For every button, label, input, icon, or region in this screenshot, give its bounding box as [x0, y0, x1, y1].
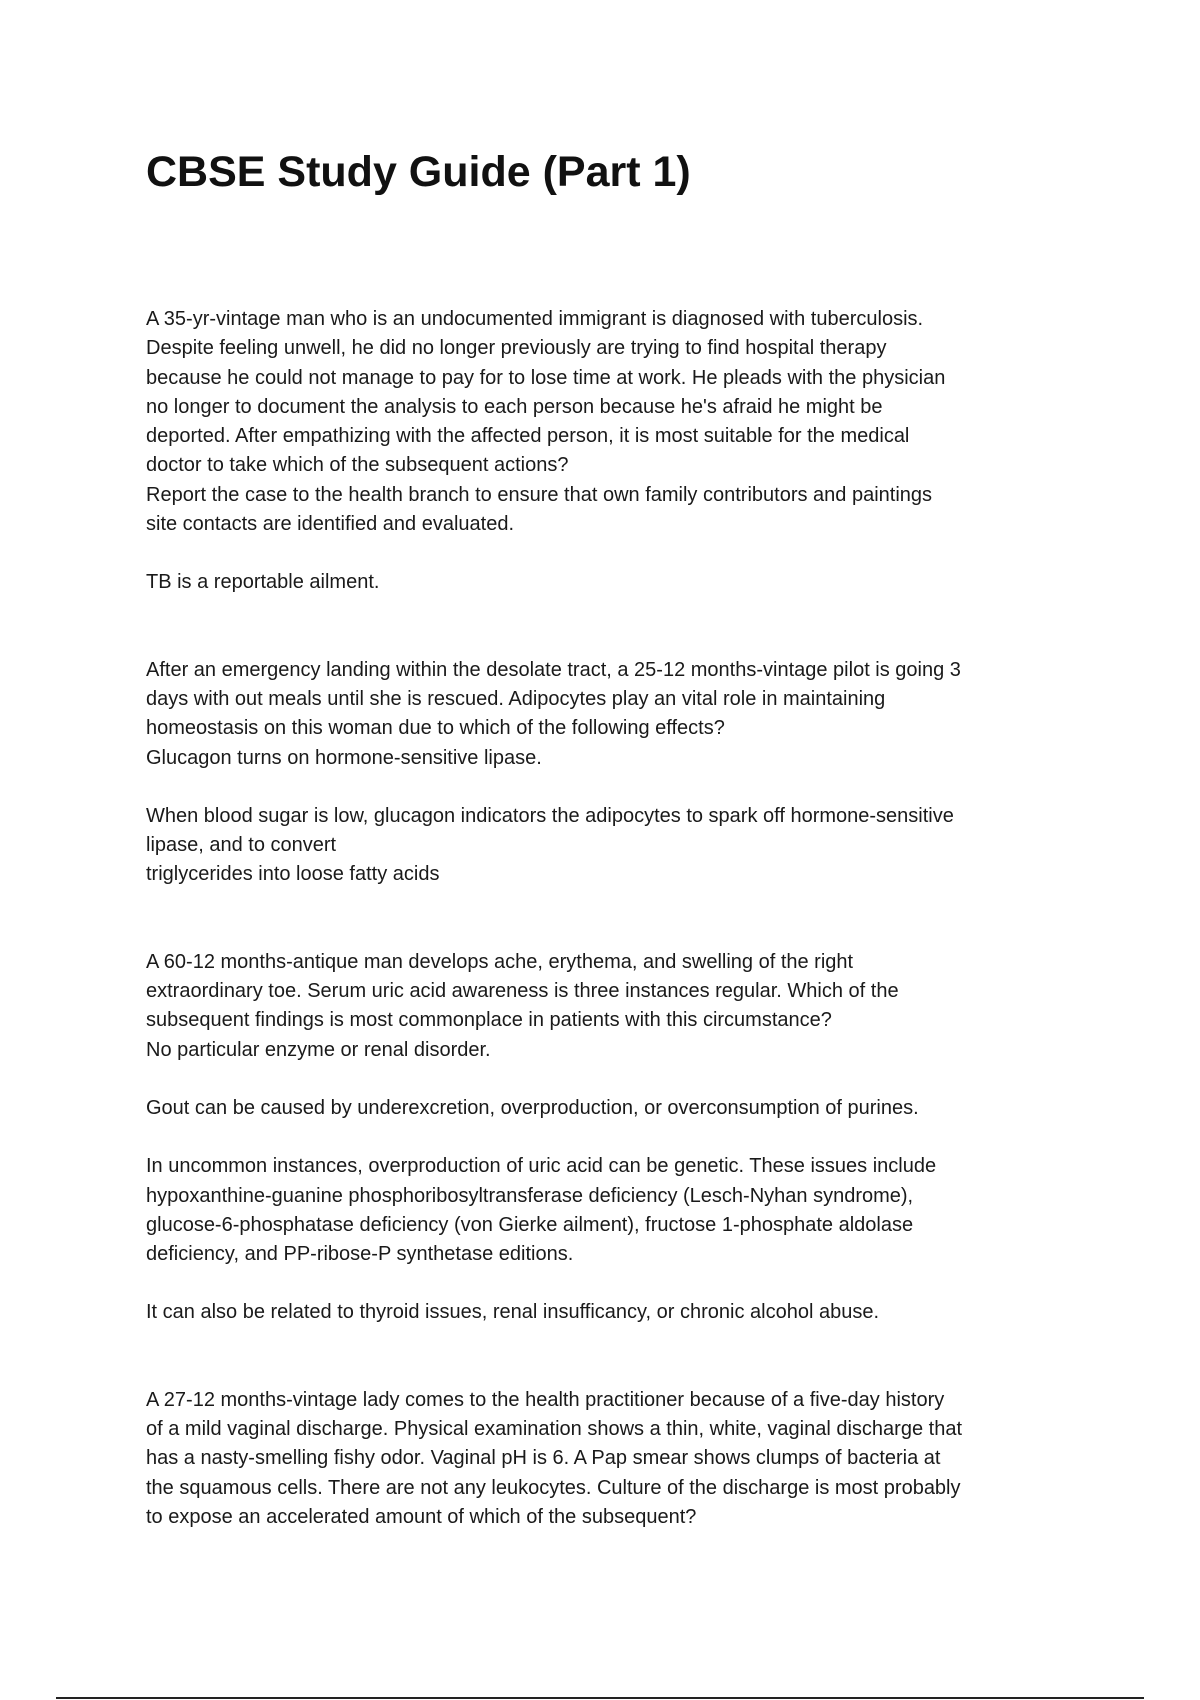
explanation-line: glucose-6-phosphatase deficiency (von Gierke ailment), fructose 1-phosphate aldolase [146, 1213, 914, 1236]
question-block-2 [146, 656, 1066, 890]
question-line: to expose an accelerated amount of which of the subsequent? [146, 1505, 697, 1528]
question-line: After an emergency landing within the desolate tract, a 25-12 months-vintage pilot is going 3 [146, 658, 961, 681]
question-line: extraordinary toe. Serum uric acid awareness is three instances regular. Which of the [146, 980, 899, 1003]
answer-line: Report the case to the health branch to ensure that own family contributors and paintings [146, 483, 933, 506]
explanation-line: When blood sugar is low, glucagon indicators the adipocytes to spark off hormone-sensitive [146, 804, 954, 827]
question-line: A 27-12 months-vintage lady comes to the health practitioner because of a five-day history [146, 1388, 945, 1411]
answer-line: Glucagon turns on hormone-sensitive lipase. [146, 746, 542, 769]
question-line: has a nasty-smelling fishy odor. Vaginal pH is 6. A Pap smear shows clumps of bacteria at [146, 1447, 941, 1470]
answer-line: site contacts are identified and evaluated. [146, 513, 515, 536]
question-block-4 [146, 1386, 1066, 1532]
explanation-line: hypoxanthine-guanine phosphoribosyltransferase deficiency (Lesch-Nyhan syndrome), [146, 1184, 914, 1207]
question-line: Despite feeling unwell, he did no longer previously are trying to find hospital therapy [146, 337, 887, 360]
page-bottom-divider [56, 1697, 1144, 1699]
explanation-line: deficiency, and PP-ribose-P synthetase editions. [146, 1243, 574, 1266]
explanation-text: Gout can be caused by underexcretion, overproduction, or overconsumption of purines. [146, 1096, 919, 1119]
question-line: homeostasis on this woman due to which of the following effects? [146, 717, 725, 740]
question-line: deported. After empathizing with the affected person, it is most suitable for the medical [146, 425, 910, 448]
question-line: because he could not manage to pay for to lose time at work. He pleads with the physician [146, 366, 946, 389]
question-line: A 35-yr-vintage man who is an undocumented immigrant is diagnosed with tuberculosis. [146, 308, 924, 330]
explanation-text: It can also be related to thyroid issues, renal insufficancy, or chronic alcohol abuse. [146, 1301, 879, 1324]
question-line: subsequent findings is most commonplace in patients with this circumstance? [146, 1009, 832, 1032]
question-line: doctor to take which of the subsequent actions? [146, 454, 569, 477]
question-block-1 [146, 305, 1066, 598]
explanation-line: In uncommon instances, overproduction of uric acid can be genetic. These issues include [146, 1155, 937, 1178]
question-line: A 60-12 months-antique man develops ache, erythema, and swelling of the right [146, 950, 854, 973]
page-title: CBSE Study Guide (Part 1) [146, 148, 691, 196]
question-line: days with out meals until she is rescued. Adipocytes play an vital role in maintaining [146, 687, 886, 710]
explanation-line: triglycerides into loose fatty acids [146, 863, 440, 886]
question-line: of a mild vaginal discharge. Physical examination shows a thin, white, vaginal discharge that [146, 1418, 962, 1441]
question-line: no longer to document the analysis to each person because he's afraid he might be [146, 395, 883, 418]
document-body [146, 305, 1066, 1532]
explanation-text: TB is a reportable ailment. [146, 571, 380, 594]
question-block-3 [146, 948, 1066, 1328]
explanation-line: lipase, and to convert [146, 834, 337, 857]
question-line: the squamous cells. There are not any leukocytes. Culture of the discharge is most probably [146, 1476, 961, 1499]
answer-line: No particular enzyme or renal disorder. [146, 1038, 491, 1061]
